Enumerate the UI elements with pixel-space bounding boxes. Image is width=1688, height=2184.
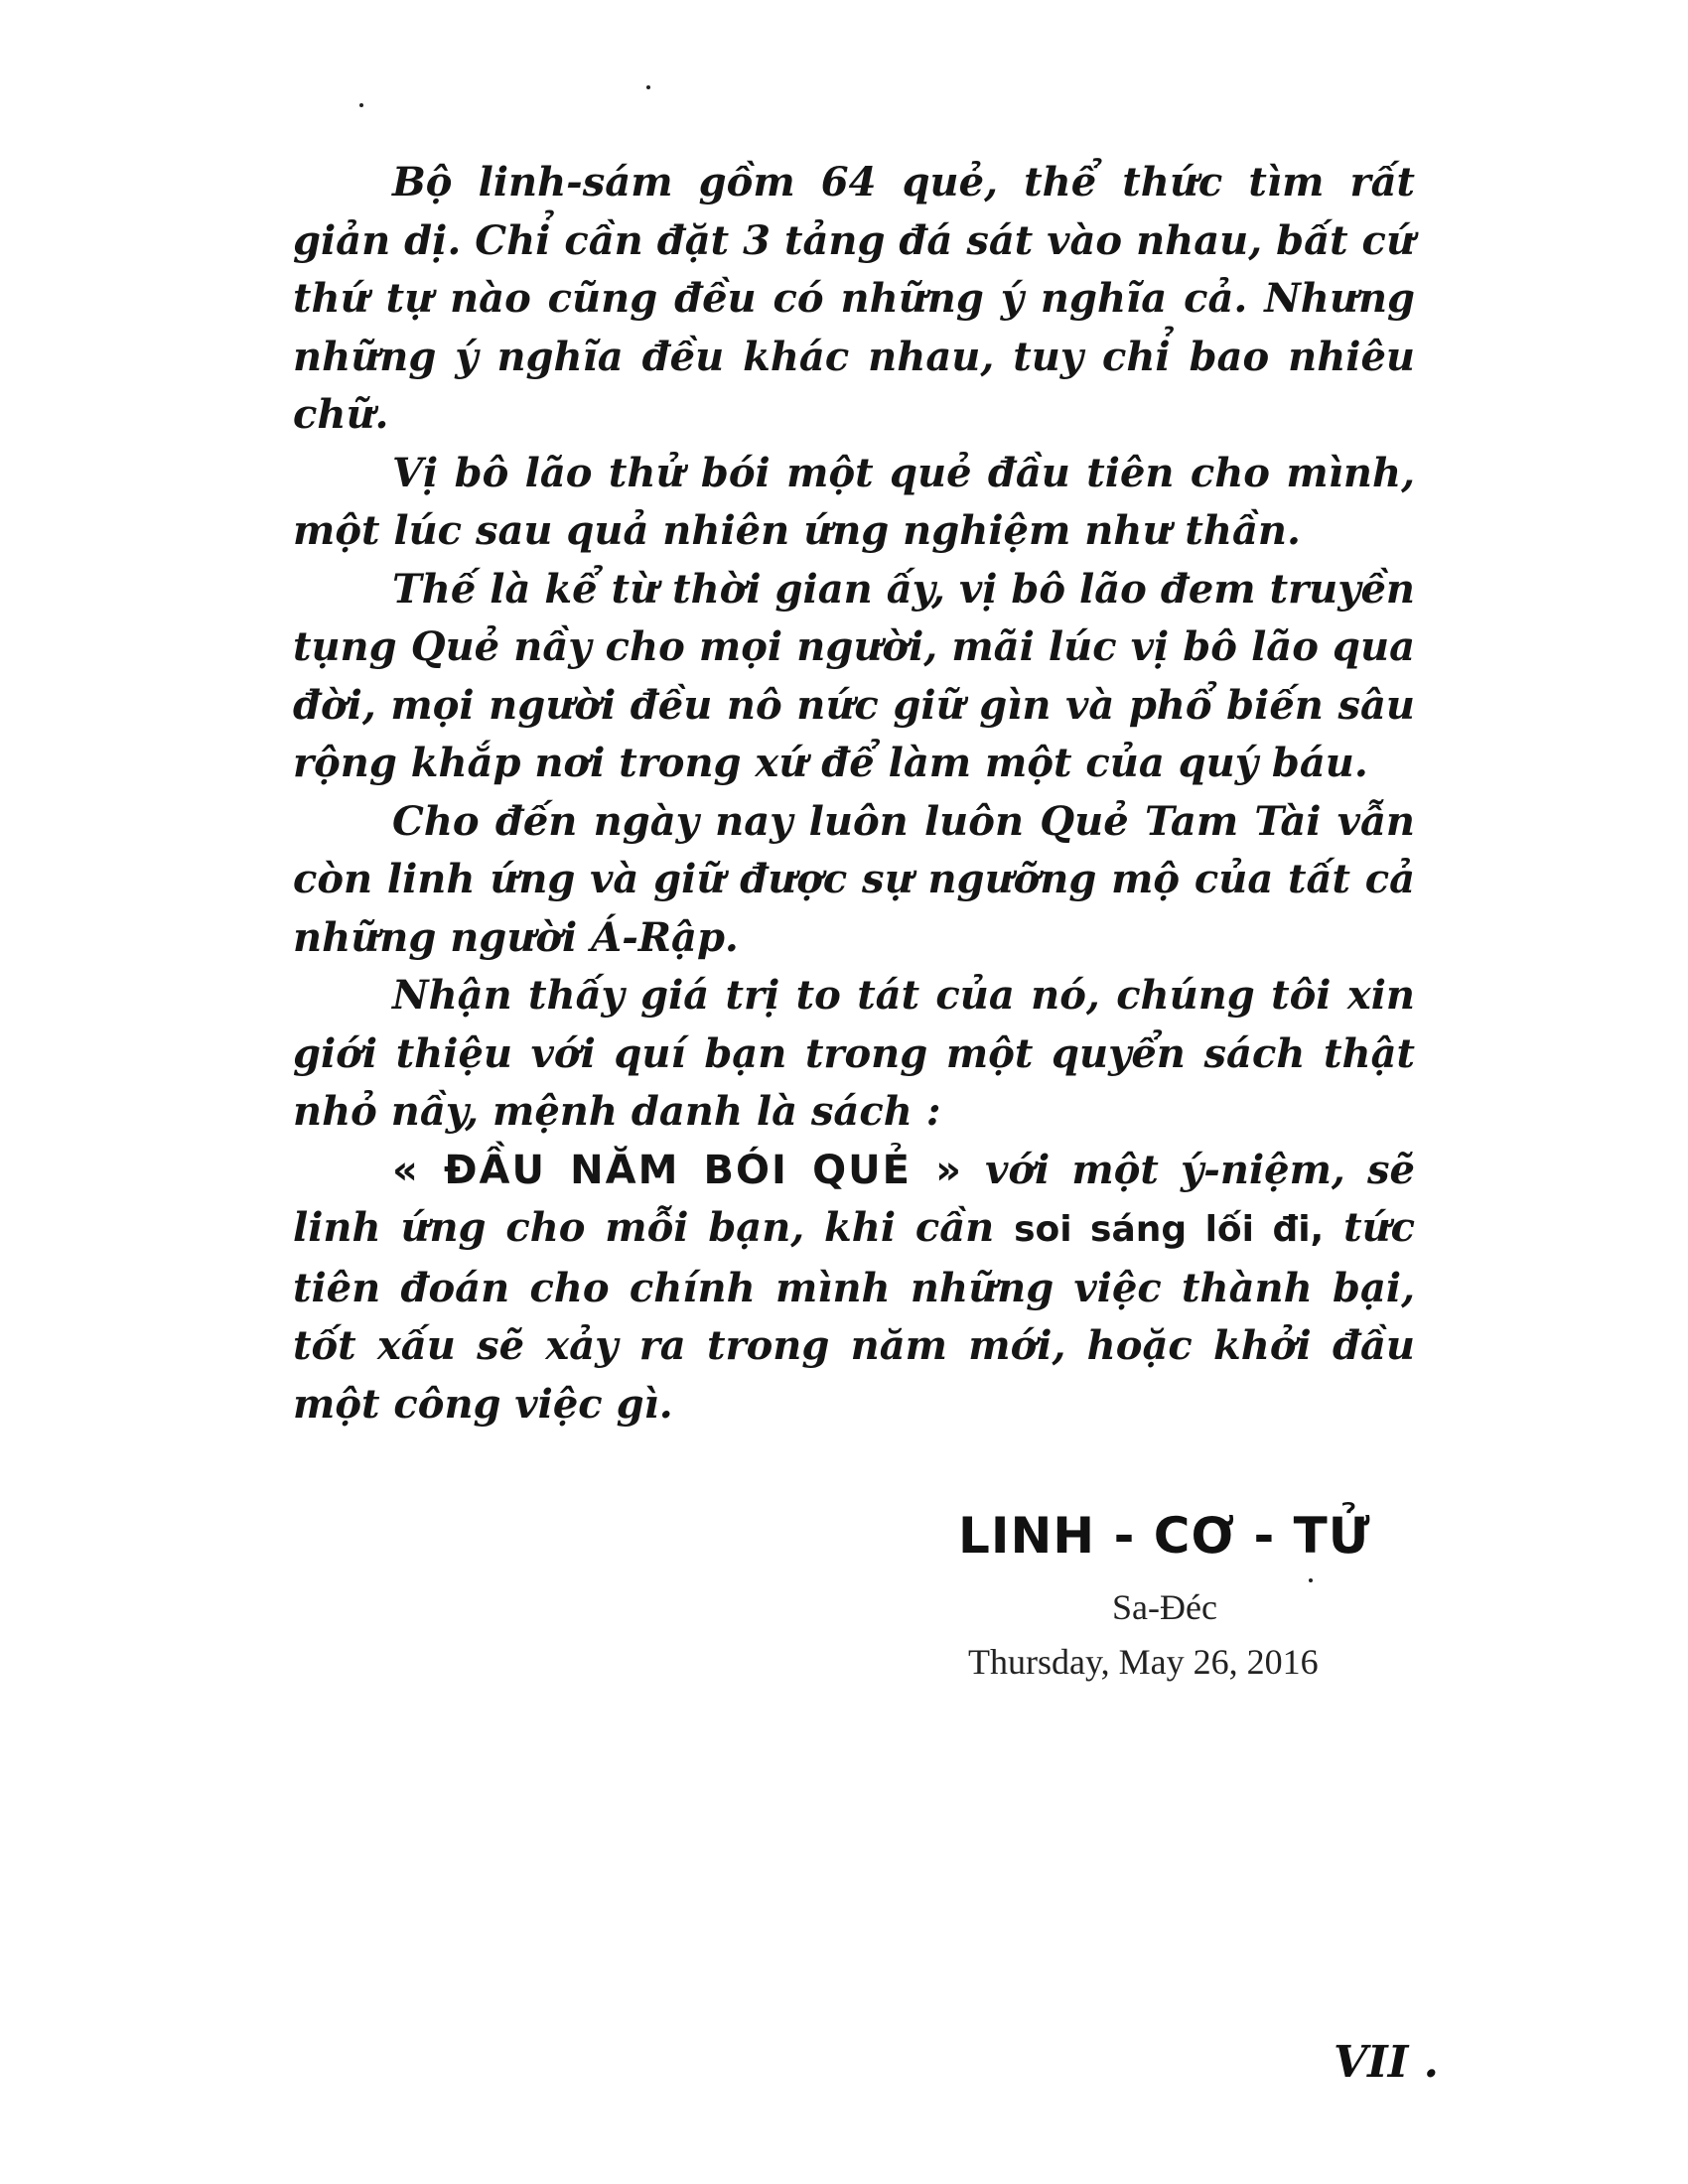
paragraph-1: Bộ linh-sám gồm 64 quẻ, thể thức tìm rất giản dị. Chỉ cần đặt 3 tảng đá sát vào nhau, bất cứ thứ tự nào cũng đều có những ý nghĩa cả. Nhưng những ý nghĩa đều khác nhau, tuy chỉ bao nhiêu chữ. — [293, 159, 1415, 438]
scan-speck — [646, 85, 650, 89]
body-text — [293, 154, 1415, 1433]
paragraph-6-text-2: tức tiên đoán cho chính mình những việc thành bại, tốt xấu sẽ xảy ra trong năm mới, hoặc khởi đầu một công việc gì. — [293, 1204, 1415, 1428]
page-number: VII . — [1334, 2037, 1439, 2088]
signature-place: Sa-Đéc — [1112, 1587, 1217, 1627]
paragraph-6-text-1: với một ý-niệm, sẽ linh ứng cho mỗi bạn, khi cần — [293, 1146, 1415, 1251]
author-signature: LINH - CƠ - TỬ — [958, 1507, 1371, 1565]
paragraph-4: Cho đến ngày nay luôn luôn Quẻ Tam Tài vẫn còn linh ứng và giữ được sự ngưỡng mộ của tất cả những người Á-Rập. — [293, 797, 1415, 961]
paragraph-6-highlight: soi sáng lối đi, — [1014, 1209, 1325, 1250]
paragraph-6 — [293, 1142, 1415, 1434]
paragraph-5: Nhận thấy giá trị to tát của nó, chúng tôi xin giới thiệu với quí bạn trong một quyển sách thật nhỏ nầy, mệnh danh là sách : — [293, 972, 1415, 1135]
book-title: « ĐẦU NĂM BÓI QUẺ » — [392, 1147, 963, 1193]
paragraph-2: Vị bô lão thử bói một quẻ đầu tiên cho mình, một lúc sau quả nhiên ứng nghiệm như thần. — [293, 449, 1415, 554]
scan-speck — [359, 103, 363, 107]
signature-date: Thursday, May 26, 2016 — [968, 1642, 1319, 1682]
scan-speck — [1309, 1578, 1313, 1582]
paragraph-3: Thế là kể từ thời gian ấy, vị bô lão đem truyền tụng Quẻ nầy cho mọi người, mãi lúc vị bô lão qua đời, mọi người đều nô nức giữ gìn và phổ biến sâu rộng khắp nơi trong xứ để làm một của quý báu. — [293, 565, 1415, 786]
